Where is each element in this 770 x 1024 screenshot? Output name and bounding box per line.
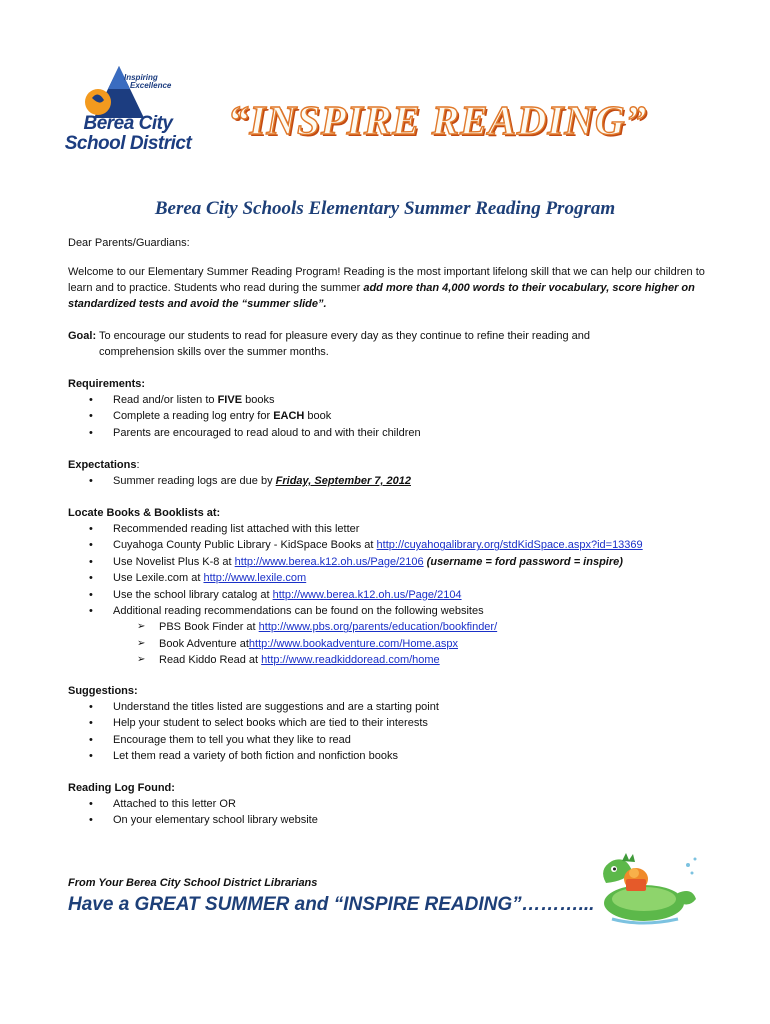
locate-heading: Locate Books & Booklists at: [68, 507, 221, 519]
expectations-heading: Expectations: [68, 459, 140, 471]
page-title: “INSPIRE READING” [228, 97, 648, 143]
salutation: Dear Parents/Guardians: [68, 237, 190, 249]
goal-paragraph: Goal: To encourage our students to read for pleasure every day as they continue to refine their reading and comprehension skills over the summer months. [68, 330, 591, 358]
reading-dragon-illustration [592, 843, 702, 928]
novelist-link[interactable]: http://www.berea.k12.oh.us/Page/2106 [234, 555, 424, 568]
dragon-icon [592, 843, 702, 928]
list-item: ➢ Read Kiddo Read at http://www.readkiddoread.com/home [68, 652, 643, 668]
list-item: • Let them read a variety of both fiction and nonfiction books [68, 748, 439, 764]
list-item: • Parents are encouraged to read aloud to and with their children [68, 425, 421, 441]
arrow-bullet-icon: ➢ [137, 637, 146, 649]
closing-line: Have a GREAT SUMMER and “INSPIRE READING”………... [68, 894, 595, 915]
suggestions-heading: Suggestions: [68, 685, 138, 697]
signature: From Your Berea City School District Librarians [68, 877, 318, 889]
list-item: • Cuyahoga County Public Library - KidSpace Books at http://cuyahogalibrary.org/stdKidSpace.aspx?id=13369 [68, 537, 643, 553]
lexile-link[interactable]: http://www.lexile.com [203, 572, 307, 585]
list-item: • Understand the titles listed are suggestions and are a starting point [68, 699, 439, 715]
list-item: • Use Lexile.com at http://www.lexile.com [68, 570, 643, 586]
list-item: • On your elementary school library website [68, 812, 318, 828]
library-catalog-link[interactable]: http://www.berea.k12.oh.us/Page/2104 [272, 588, 462, 601]
reading-log-heading: Reading Log Found: [68, 782, 175, 794]
arrow-bullet-icon: ➢ [137, 621, 146, 633]
due-date: Friday, September 7, 2012 [275, 475, 411, 487]
read-kiddo-read-link[interactable]: http://www.readkiddoread.com/home [261, 654, 440, 667]
cuyahoga-library-link[interactable]: http://cuyahogalibrary.org/stdKidSpace.aspx?id=13369 [376, 539, 643, 552]
list-item: • Use Novelist Plus K-8 at http://www.berea.k12.oh.us/Page/2106 (username = ford password = inspire) [68, 554, 643, 570]
welcome-emphasis: add more than 4,000 words to their vocabulary, score higher on standardized tests and avoid the “summer slide”. [68, 282, 695, 310]
expectations-section [68, 457, 411, 489]
list-item: • Summer reading logs are due by Friday, September 7, 2012 [68, 473, 411, 489]
list-item: • Recommended reading list attached with this letter [68, 521, 643, 537]
list-item: • Additional reading recommendations can be found on the following websites [68, 603, 643, 619]
district-logo [64, 62, 192, 162]
locate-books-section [68, 505, 643, 669]
list-item: • Encourage them to tell you what they like to read [68, 732, 439, 748]
program-subtitle: Berea City Schools Elementary Summer Reading Program [154, 198, 616, 219]
arrow-bullet-icon: ➢ [137, 654, 146, 666]
book-adventure-link[interactable]: http://www.bookadventure.com/Home.aspx [248, 637, 459, 650]
suggestions-section [68, 683, 439, 765]
requirements-section [68, 376, 421, 441]
list-item: • Read and/or listen to FIVE books [68, 392, 421, 408]
list-item: • Attached to this letter OR [68, 796, 318, 812]
list-item: ➢ Book Adventure athttp://www.bookadventure.com/Home.aspx [68, 636, 643, 652]
reading-log-section [68, 780, 318, 829]
goal-label: Goal: [68, 330, 97, 342]
list-item: • Help your student to select books which are tied to their interests [68, 715, 439, 731]
logo-wordmark: Berea City School District [64, 113, 192, 154]
requirements-heading: Requirements: [68, 378, 146, 390]
pbs-bookfinder-link[interactable]: http://www.pbs.org/parents/education/bookfinder/ [258, 621, 498, 634]
list-item: • Use the school library catalog at http://www.berea.k12.oh.us/Page/2104 [68, 587, 643, 603]
logo-tagline: Inspiring Excellence [124, 73, 172, 90]
list-item: ➢ PBS Book Finder at http://www.pbs.org/parents/education/bookfinder/ [68, 619, 643, 635]
list-item: • Complete a reading log entry for EACH book [68, 408, 421, 424]
welcome-paragraph: Welcome to our Elementary Summer Reading Program! Reading is the most important lifelong skill that we can help our children to learn and to practice. Students who read during the summer add more than 4,000 words to their vocabulary, score higher on standardized tests and avoid the “summer slide”. [68, 266, 705, 310]
